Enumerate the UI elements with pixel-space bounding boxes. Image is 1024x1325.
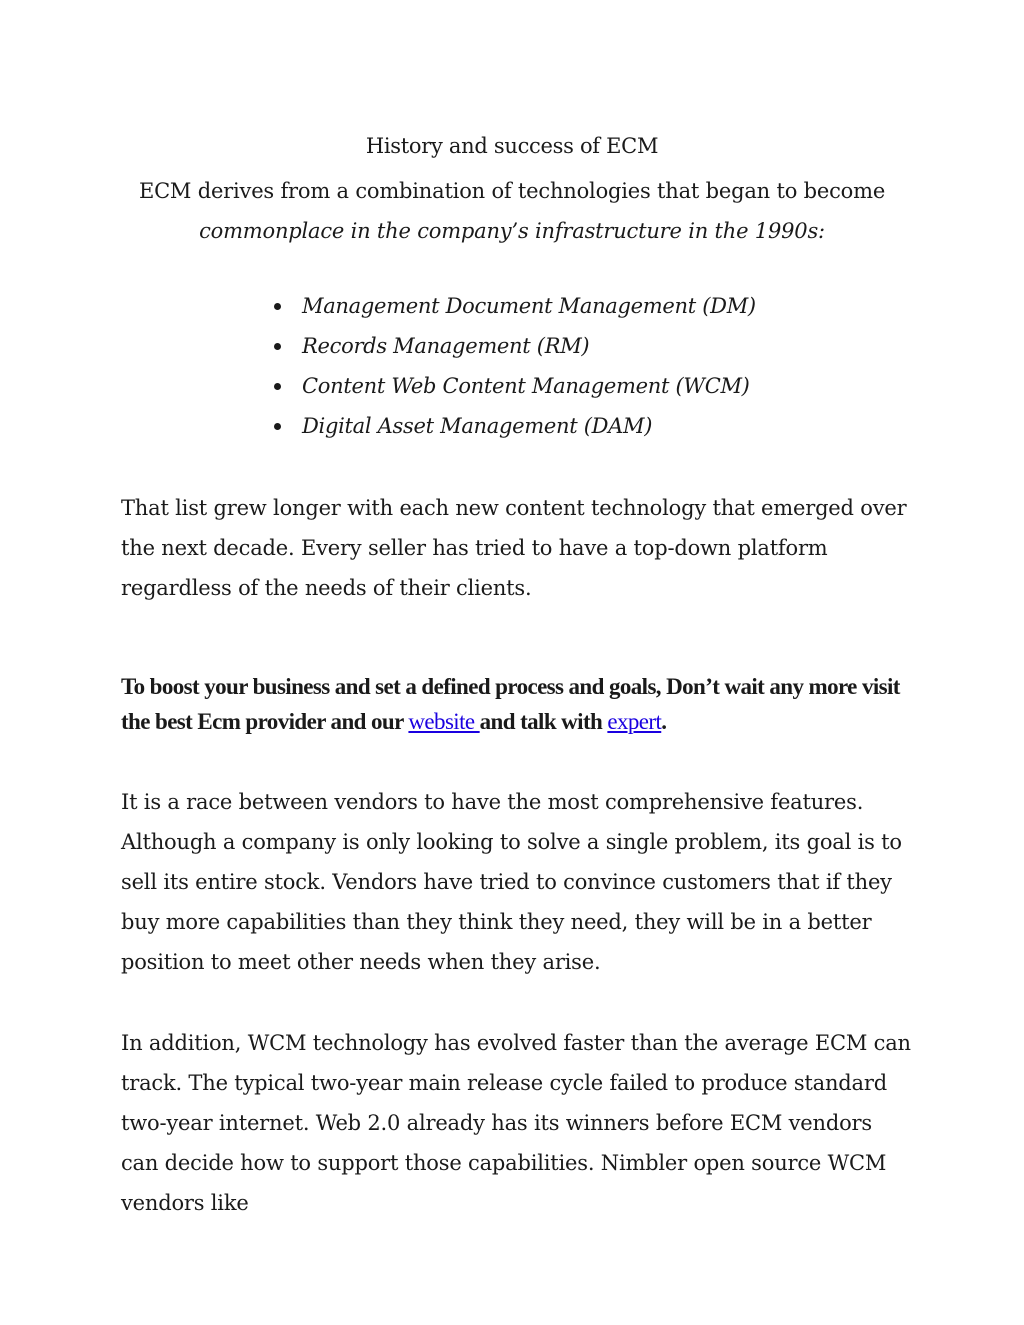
intro-text xyxy=(0,171,1024,251)
paragraph-1: That list grew longer with each new content technology that emerged over the next decade. Every seller has tried to have a top-down platform regardless of the needs of their clients. xyxy=(121,496,907,600)
list-item: Records Management (RM) xyxy=(270,326,756,366)
paragraph-3: In addition, WCM technology has evolved faster than the average ECM can track. The typical two-year main release cycle failed to produce standard two-year internet. Web 2.0 already has its winners before ECM vendors can decide how to support those capabilities. Nimbler open source WCM vendors like xyxy=(121,1031,911,1215)
website-link[interactable]: website xyxy=(408,709,480,734)
paragraph-2: It is a race between vendors to have the most comprehensive features. Although a company is only looking to solve a single problem, its goal is to sell its entire stock. Vendors have tried to convince customers that if they buy more capabilities than they think they need, they will be in a better position to meet other needs when they arise. xyxy=(121,790,902,974)
cta-text-before: To boost your business and set a defined process and goals, Don’t wait any more visit the best Ecm provider and our xyxy=(121,674,900,734)
technology-list xyxy=(270,286,756,446)
list-item: Management Document Management (DM) xyxy=(270,286,756,326)
list-item: Content Web Content Management (WCM) xyxy=(270,366,756,406)
list-item: Digital Asset Management (DAM) xyxy=(270,406,756,446)
call-to-action xyxy=(121,669,921,739)
intro-line-2: commonplace in the company’s infrastructure in the 1990s: xyxy=(199,219,825,243)
expert-link[interactable]: expert xyxy=(607,709,662,734)
intro-line-1: ECM derives from a combination of technologies that began to become xyxy=(138,179,886,203)
cta-text-middle: and talk with xyxy=(479,709,608,734)
cta-text-after: . xyxy=(661,709,667,734)
page-title: History and success of ECM xyxy=(365,134,659,158)
